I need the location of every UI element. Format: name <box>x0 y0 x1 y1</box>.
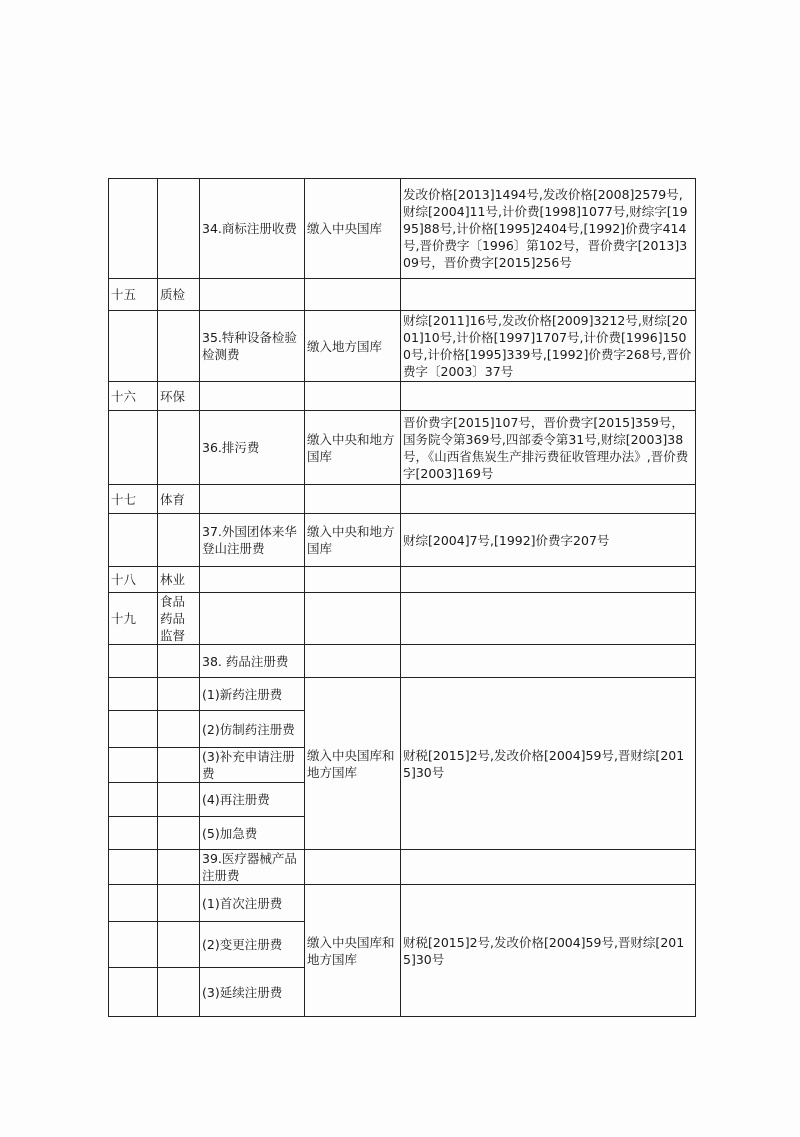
cell-c3: 37.外国团体来华登山注册费 <box>200 514 305 567</box>
cell-c2: 环保 <box>158 382 200 411</box>
cell-c3: (1)首次注册费 <box>200 885 305 922</box>
cell-c5: 财税[2015]2号,发改价格[2004]59号,晋财综[2015]30号 <box>401 885 696 1017</box>
cell-c1 <box>109 783 158 817</box>
fee-table <box>108 178 696 1017</box>
cell-c2: 林业 <box>158 567 200 593</box>
cell-c5 <box>401 593 696 645</box>
cell-c2 <box>158 645 200 678</box>
cell-c1: 十六 <box>109 382 158 411</box>
cell-c2 <box>158 748 200 783</box>
cell-c4 <box>305 382 401 411</box>
cell-c2 <box>158 968 200 1017</box>
cell-c1 <box>109 678 158 711</box>
cell-c4 <box>305 279 401 311</box>
cell-c2 <box>158 850 200 885</box>
cell-c3: (3)延续注册费 <box>200 968 305 1017</box>
cell-c3 <box>200 279 305 311</box>
cell-c1 <box>109 311 158 382</box>
cell-c5: 发改价格[2013]1494号,发改价格[2008]2579号,财综[2004]11号,计价费[1998]1077号,财综字[1995]88号,计价格[1995]2404号,[1992]价费字414号,晋价费字〔1996〕第102号，晋价费字[2013]309号，晋价费字[2015]256号 <box>401 179 696 279</box>
cell-c1 <box>109 968 158 1017</box>
table-row <box>109 179 696 279</box>
cell-c2: 质检 <box>158 279 200 311</box>
cell-c1 <box>109 411 158 485</box>
cell-c3: 34.商标注册收费 <box>200 179 305 279</box>
cell-c2 <box>158 411 200 485</box>
cell-c4: 缴入中央和地方国库 <box>305 514 401 567</box>
cell-c2 <box>158 514 200 567</box>
cell-c5 <box>401 567 696 593</box>
cell-c3 <box>200 593 305 645</box>
cell-c3: (4)再注册费 <box>200 783 305 817</box>
cell-c1 <box>109 817 158 850</box>
cell-c5 <box>401 850 696 885</box>
cell-c5 <box>401 485 696 514</box>
cell-c4 <box>305 593 401 645</box>
cell-c4 <box>305 850 401 885</box>
cell-c3: (2)变更注册费 <box>200 922 305 968</box>
cell-c3 <box>200 485 305 514</box>
table-row <box>109 567 696 593</box>
cell-c1 <box>109 922 158 968</box>
table-row <box>109 885 696 922</box>
cell-c2: 食品药品监督 <box>158 593 200 645</box>
cell-c2 <box>158 179 200 279</box>
table-row <box>109 514 696 567</box>
cell-c5 <box>401 279 696 311</box>
cell-c3: (1)新药注册费 <box>200 678 305 711</box>
cell-c2 <box>158 783 200 817</box>
cell-c1 <box>109 179 158 279</box>
table-row <box>109 593 696 645</box>
cell-c2 <box>158 711 200 748</box>
cell-c1: 十五 <box>109 279 158 311</box>
cell-c4 <box>305 567 401 593</box>
table-row <box>109 850 696 885</box>
cell-c3: 38. 药品注册费 <box>200 645 305 678</box>
cell-c4: 缴入中央国库 <box>305 179 401 279</box>
cell-c3 <box>200 382 305 411</box>
table-row <box>109 485 696 514</box>
cell-c4: 缴入中央和地方国库 <box>305 411 401 485</box>
cell-c5: 财税[2015]2号,发改价格[2004]59号,晋财综[2015]30号 <box>401 678 696 850</box>
table-row <box>109 645 696 678</box>
cell-c2 <box>158 678 200 711</box>
cell-c2: 体育 <box>158 485 200 514</box>
cell-c4 <box>305 645 401 678</box>
cell-c5: 财综[2004]7号,[1992]价费字207号 <box>401 514 696 567</box>
cell-c1: 十七 <box>109 485 158 514</box>
cell-c4: 缴入地方国库 <box>305 311 401 382</box>
table-row <box>109 279 696 311</box>
cell-c2 <box>158 885 200 922</box>
cell-c5: 晋价费字[2015]107号，晋价费字[2015]359号，国务院令第369号,四部委令第31号,财综[2003]38号，《山西省焦炭生产排污费征收管理办法》,晋价费字[2003]169号 <box>401 411 696 485</box>
cell-c1 <box>109 850 158 885</box>
table-row <box>109 678 696 711</box>
cell-c5 <box>401 645 696 678</box>
cell-c3 <box>200 567 305 593</box>
cell-c3: (2)仿制药注册费 <box>200 711 305 748</box>
cell-c5 <box>401 382 696 411</box>
cell-c1: 十九 <box>109 593 158 645</box>
table-row <box>109 411 696 485</box>
cell-c3: (5)加急费 <box>200 817 305 850</box>
table-row <box>109 382 696 411</box>
cell-c1: 十八 <box>109 567 158 593</box>
cell-c3: 36.排污费 <box>200 411 305 485</box>
table-row <box>109 311 696 382</box>
cell-c3: (3)补充申请注册费 <box>200 748 305 783</box>
cell-c4 <box>305 485 401 514</box>
cell-c1 <box>109 514 158 567</box>
cell-c3: 35.特种设备检验检测费 <box>200 311 305 382</box>
cell-c1 <box>109 885 158 922</box>
cell-c2 <box>158 311 200 382</box>
cell-c2 <box>158 817 200 850</box>
cell-c3: 39.医疗器械产品注册费 <box>200 850 305 885</box>
cell-c5: 财综[2011]16号,发改价格[2009]3212号,财综[2001]10号,计价格[1997]1707号,计价费[1996]1500号,计价格[1995]339号,[1992]价费字268号,晋价费字〔2003〕37号 <box>401 311 696 382</box>
cell-c4: 缴入中央国库和地方国库 <box>305 678 401 850</box>
cell-c1 <box>109 748 158 783</box>
cell-c2 <box>158 922 200 968</box>
cell-c1 <box>109 645 158 678</box>
cell-c4: 缴入中央国库和地方国库 <box>305 885 401 1017</box>
cell-c1 <box>109 711 158 748</box>
